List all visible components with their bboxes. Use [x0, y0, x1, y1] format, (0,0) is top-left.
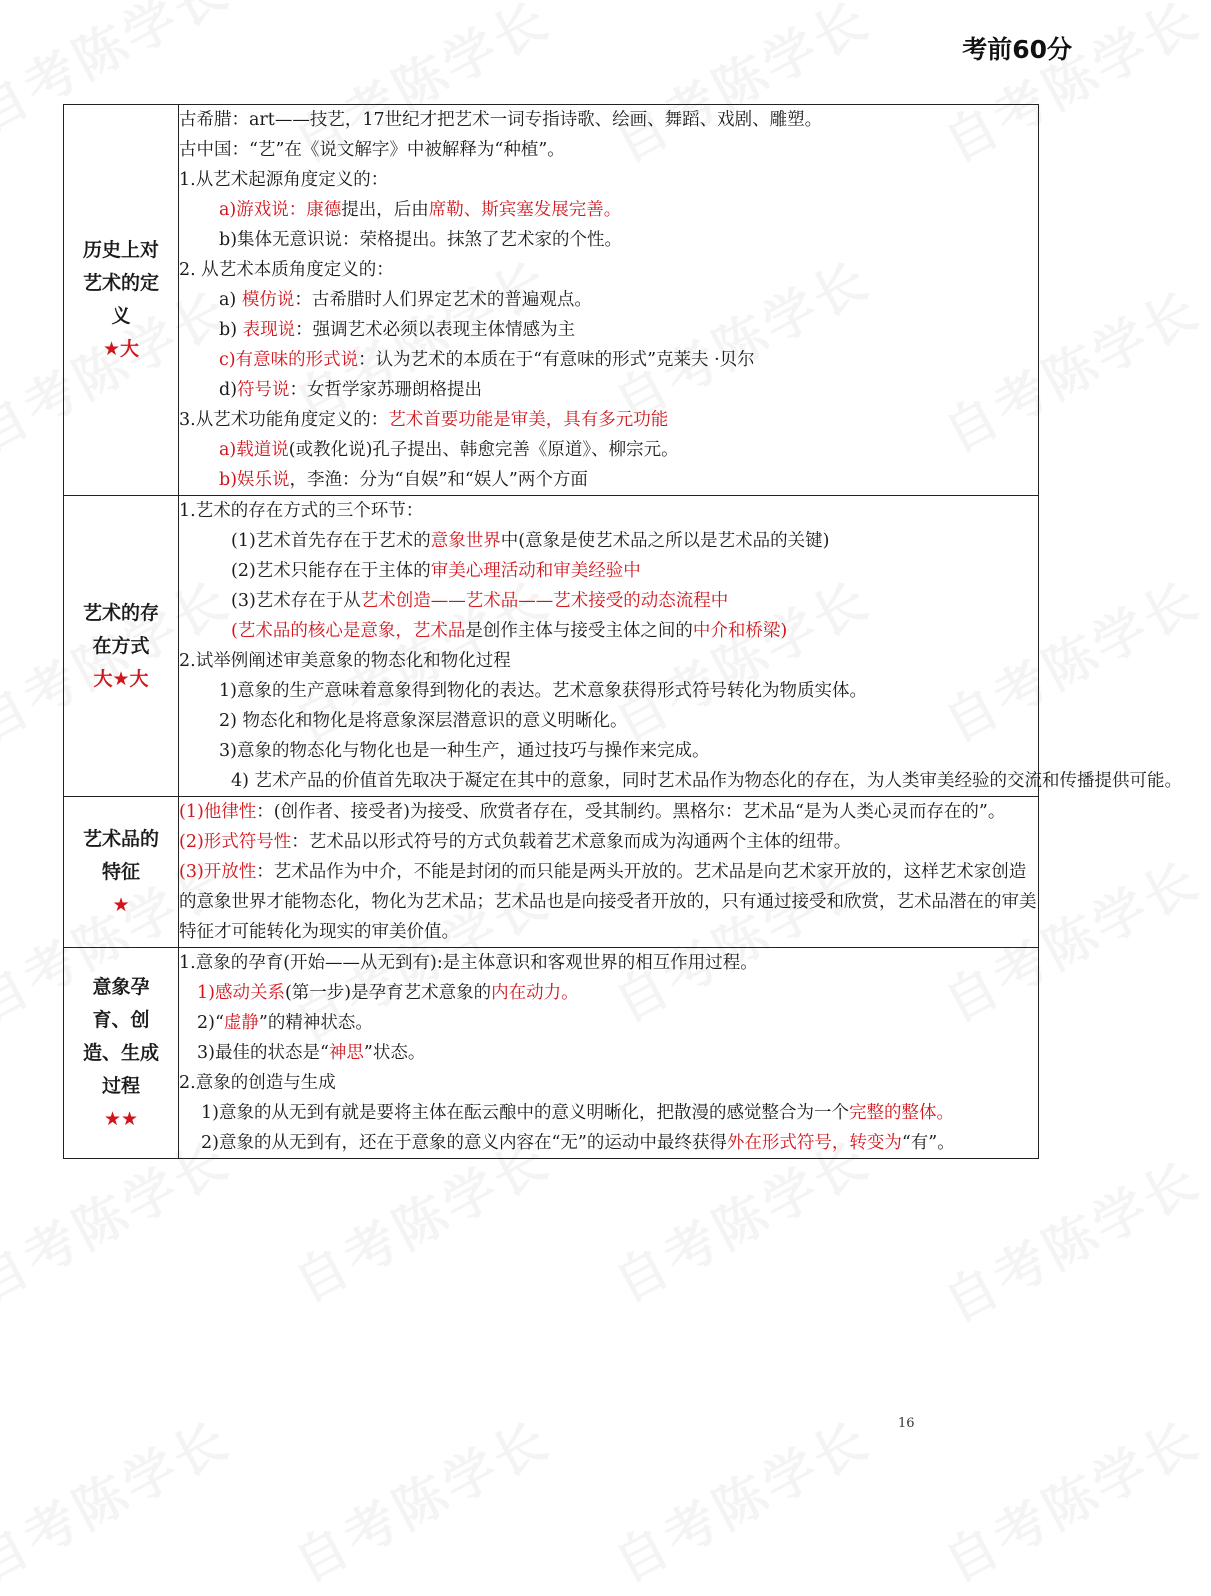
note-text: 2. 从艺术本质角度定义的： [179, 260, 394, 280]
note-line [179, 1038, 1038, 1068]
note-text: b)集体无意识说：荣格提出。抹煞了艺术家的个性。 [219, 230, 623, 250]
highlighted-text: 符号说 [237, 380, 290, 400]
highlighted-text: (艺术品的核心是意象，艺术品 [231, 621, 466, 641]
note-text: ”的精神状态。 [258, 1013, 373, 1033]
topic-title: 艺术品的特征 [82, 827, 159, 883]
note-line [179, 978, 1038, 1008]
note-text: 3)意象的物态化与物化也是一种生产，通过技巧与操作来完成。 [219, 741, 710, 761]
importance-stars: 大★大 [93, 667, 149, 690]
highlighted-text: 完整的整体。 [848, 1103, 954, 1123]
note-text: (1)艺术首先存在于艺术的 [231, 531, 431, 551]
note-line [179, 225, 1038, 255]
note-text: (第一步)是孕育艺术意象的 [284, 983, 492, 1003]
highlighted-text: 审美心理活动和审美经验中 [430, 561, 641, 581]
note-line [179, 195, 1038, 225]
note-line [179, 1128, 1038, 1158]
highlighted-text: 模仿说 [241, 290, 295, 310]
note-line [179, 526, 1038, 556]
note-text: 2)意象的从无到有，还在于意象的意义内容在“无”的运动中最终获得 [201, 1133, 727, 1153]
note-line [179, 255, 1038, 285]
highlighted-text: 虚静 [223, 1013, 259, 1033]
note-text: 3)最佳的状态是“ [197, 1043, 329, 1063]
section-row [64, 948, 1039, 1159]
note-text: ：古希腊时人们界定艺术的普遍观点。 [294, 290, 592, 310]
note-line [179, 165, 1038, 195]
note-text: 1.艺术的存在方式的三个环节： [179, 501, 424, 521]
importance-stars: ★★ [103, 1107, 139, 1130]
highlighted-text: c)有意味的形式说 [219, 350, 359, 370]
note-text: “有”。 [901, 1133, 955, 1153]
note-text: ：艺术品以形式符号的方式负载着艺术意象而成为沟通两个主体的纽带。 [291, 832, 852, 852]
note-text: 2.意象的创造与生成 [179, 1073, 336, 1093]
note-line [179, 646, 1038, 676]
note-line [179, 736, 1038, 766]
note-line [179, 135, 1038, 165]
header-title: 考前60分 [962, 35, 1072, 64]
topic-cell [64, 105, 179, 496]
note-line [179, 496, 1038, 526]
note-text: ：(创作者、接受者)为接受、欣赏者存在，受其制约。黑格尔：艺术品“是为人类心灵而存在的”。 [256, 802, 1006, 822]
note-text: 2) 物态化和物化是将意象深层潜意识的意义明晰化。 [219, 711, 628, 731]
note-line [179, 827, 1038, 857]
note-line [179, 797, 1038, 827]
highlighted-text: 神思 [328, 1043, 364, 1063]
notes-table [63, 104, 1183, 1159]
note-text: 1)意象的从无到有就是要将主体在酝云酿中的意义明晰化，把散漫的感觉整合为一个 [201, 1103, 849, 1123]
note-line [179, 375, 1038, 405]
content-cell [179, 797, 1039, 948]
highlighted-text: (1)他律性 [179, 802, 257, 822]
note-text: ，李渔：分为“自娱”和“娱人”两个方面 [289, 470, 588, 490]
section-row [64, 105, 1039, 496]
note-text: 古中国：“艺”在《说文解字》中被解释为“种植”。 [179, 140, 565, 160]
note-text: 2.试举例阐述审美意象的物态化和物化过程 [179, 651, 511, 671]
importance-stars: ★大 [102, 338, 140, 360]
note-text: (或教化说)孔子提出、韩愈完善《原道》、柳宗元。 [288, 440, 679, 460]
watermark-text [929, 1139, 1211, 1337]
note-line [179, 586, 1038, 616]
note-text: d) [219, 380, 238, 400]
highlighted-text: 意象世界 [430, 531, 501, 551]
highlighted-text: b)娱乐说 [219, 470, 290, 490]
note-line [179, 1098, 1038, 1128]
highlighted-text: a)游戏说：康德 [219, 200, 342, 220]
section-row [64, 496, 1039, 797]
note-text: ：艺术品作为中介，不能是封闭的而只能是两头开放的。艺术品是向艺术家开放的，这样艺术家创造的意象世界才能物态化，物化为艺术品；艺术品也是向接受者开放的，只有通过接受和欣赏，艺术品潜在的审美特征才可能转化为现实的审美价值。 [179, 862, 1037, 942]
highlighted-text: 艺术创造——艺术品——艺术接受的动态流程中 [360, 591, 729, 611]
topic-cell [64, 797, 179, 948]
highlighted-text: 外在形式符号，转变为 [726, 1133, 902, 1153]
highlighted-text: 席勒、斯宾塞发展完善。 [428, 200, 622, 220]
highlighted-text: 中介和桥梁) [692, 621, 788, 641]
importance-stars: ★ [112, 893, 130, 916]
note-line [179, 556, 1038, 586]
topic-title: 意象孕育、创造、生成过程 [82, 975, 159, 1097]
topic-title: 艺术的存在方式 [82, 601, 159, 657]
note-text: (3)艺术存在于从 [231, 591, 361, 611]
note-text: b) [219, 320, 243, 340]
page-number: 16 [898, 1416, 915, 1431]
content-cell [179, 496, 1183, 797]
note-line [179, 435, 1038, 465]
note-text: 1.意象的孕育(开始——从无到有):是主体意识和客观世界的相互作用过程。 [179, 953, 758, 973]
note-text: ：女哲学家苏珊朗格提出 [289, 380, 483, 400]
note-line [179, 766, 1183, 796]
note-line [179, 405, 1038, 435]
note-line [179, 345, 1038, 375]
highlighted-text: (2)形式符号性 [179, 832, 292, 852]
topic-title: 历史上对艺术的定义 [82, 239, 159, 327]
watermark-text [279, 1399, 561, 1596]
content-cell [179, 105, 1039, 496]
watermark-text [599, 1399, 881, 1596]
note-line [179, 616, 1038, 646]
note-text: 古希腊：art——技艺，17世纪才把艺术一词专指诗歌、绘画、舞蹈、戏剧、雕塑。 [179, 110, 823, 130]
watermark-text [929, 1399, 1211, 1596]
highlighted-text: 表现说 [242, 320, 296, 340]
watermark-text [0, 1399, 241, 1596]
note-line [179, 948, 1038, 978]
note-text: 提出，后由 [341, 200, 429, 220]
note-line [179, 1008, 1038, 1038]
note-text: a) [219, 290, 242, 310]
note-line [179, 676, 1038, 706]
note-text: 4) 艺术产品的价值首先取决于凝定在其中的意象，同时艺术品作为物态化的存在，为人类审美经验的交流和传播提供可能。 [231, 771, 1183, 791]
note-text: ”状态。 [363, 1043, 426, 1063]
note-line [179, 706, 1038, 736]
highlighted-text: 艺术首要功能是审美，具有多元功能 [388, 410, 669, 430]
note-text: ：强调艺术必须以表现主体情感为主 [295, 320, 576, 340]
note-text: 3.从艺术功能角度定义的： [179, 410, 389, 430]
note-text: ：认为艺术的本质在于“有意味的形式”克莱夫 ·贝尔 [358, 350, 755, 370]
note-line [179, 315, 1038, 345]
topic-cell [64, 496, 179, 797]
note-line [179, 1068, 1038, 1098]
note-text: 1)意象的生产意味着意象得到物化的表达。艺术意象获得形式符号转化为物质实体。 [219, 681, 867, 701]
note-text: 2)“ [197, 1013, 224, 1033]
highlighted-text: 1)感动关系 [197, 983, 285, 1003]
highlighted-text: (3)开放性 [179, 862, 257, 882]
note-text: 中(意象是使艺术品之所以是艺术品的关键) [500, 531, 830, 551]
note-text: 是创作主体与接受主体之间的 [465, 621, 693, 641]
note-line [179, 105, 1038, 135]
note-text: (2)艺术只能存在于主体的 [231, 561, 431, 581]
content-cell [179, 948, 1039, 1159]
note-line [179, 857, 1038, 947]
note-text: 1.从艺术起源角度定义的： [179, 170, 389, 190]
highlighted-text: 内在动力。 [491, 983, 579, 1003]
section-row [64, 797, 1039, 948]
note-line [179, 465, 1038, 495]
highlighted-text: a)载道说 [219, 440, 289, 460]
note-line [179, 285, 1038, 315]
topic-cell [64, 948, 179, 1159]
